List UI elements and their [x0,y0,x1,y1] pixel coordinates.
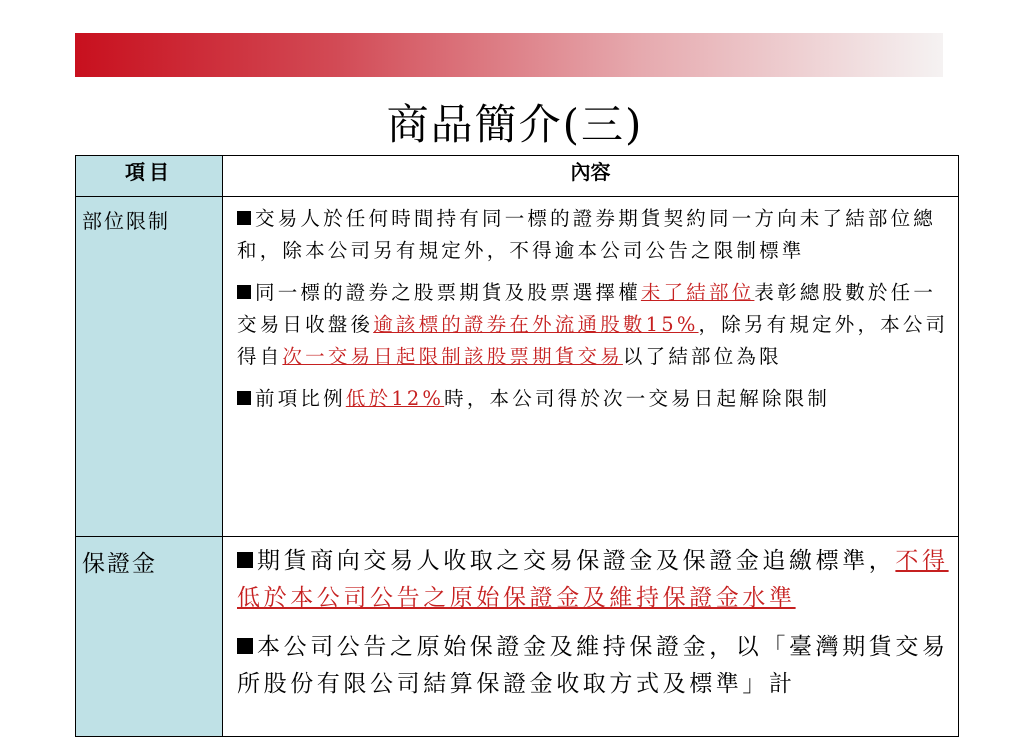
row-label: 保證金 [76,537,223,737]
bullet-icon [237,211,251,225]
bullet-icon [237,391,251,405]
row-content [223,197,959,537]
emphasis-text: 低於12% [345,387,445,410]
bullet-icon [237,552,253,568]
slide-title: 商品簡介(三) [386,100,644,149]
paragraph [237,543,952,617]
row-label: 部位限制 [76,197,223,537]
header-content: 內容 [223,156,959,197]
emphasis-text: 逾該標的證券在外流通股數15% [373,313,699,336]
emphasis-text: 次一交易日起限制該股票期貨交易 [282,345,623,368]
paragraph-text: 時，本公司得於次一交易日起解除限制 [444,387,831,410]
paragraph-text: 前項比例 [255,387,346,410]
paragraph-text: 本公司公告之原始保證金及維持保證金，以「臺灣期貨交易所股份有限公司結算保證金收取方式及標準」計 [237,634,949,697]
paragraph [237,629,952,703]
header-row [76,156,959,197]
paragraph-text: 表彰總股數於任一交易日收盤後 [237,281,937,336]
paragraph-text: ，除另有規定外，本公司得自 [237,313,949,368]
paragraph [237,277,952,373]
bullet-icon [237,285,251,299]
table-row [76,197,959,537]
emphasis-text: 不得低於本公司公告之原始保證金及維持保證金水準 [237,548,949,611]
bullet-icon [237,638,253,654]
paragraph-text: 交易人於任何時間持有同一標的證券期貨契約同一方向未了結部位總和，除本公司另有規定外，不得逾本公司公告之限制標準 [237,207,937,262]
emphasis-text: 未了結部位 [640,281,755,304]
content-table [75,155,959,737]
paragraph [237,383,952,415]
title-banner [75,33,943,77]
paragraph-text: 期貨商向交易人收取之交易保證金及保證金追繳標準， [257,548,896,574]
header-item: 項目 [76,156,223,197]
paragraph [237,203,952,267]
table-row [76,537,959,737]
paragraph-text: 同一標的證券之股票期貨及股票選擇權 [255,281,641,304]
paragraph-text: 以了結部位為限 [622,345,782,368]
row-content [223,537,959,737]
